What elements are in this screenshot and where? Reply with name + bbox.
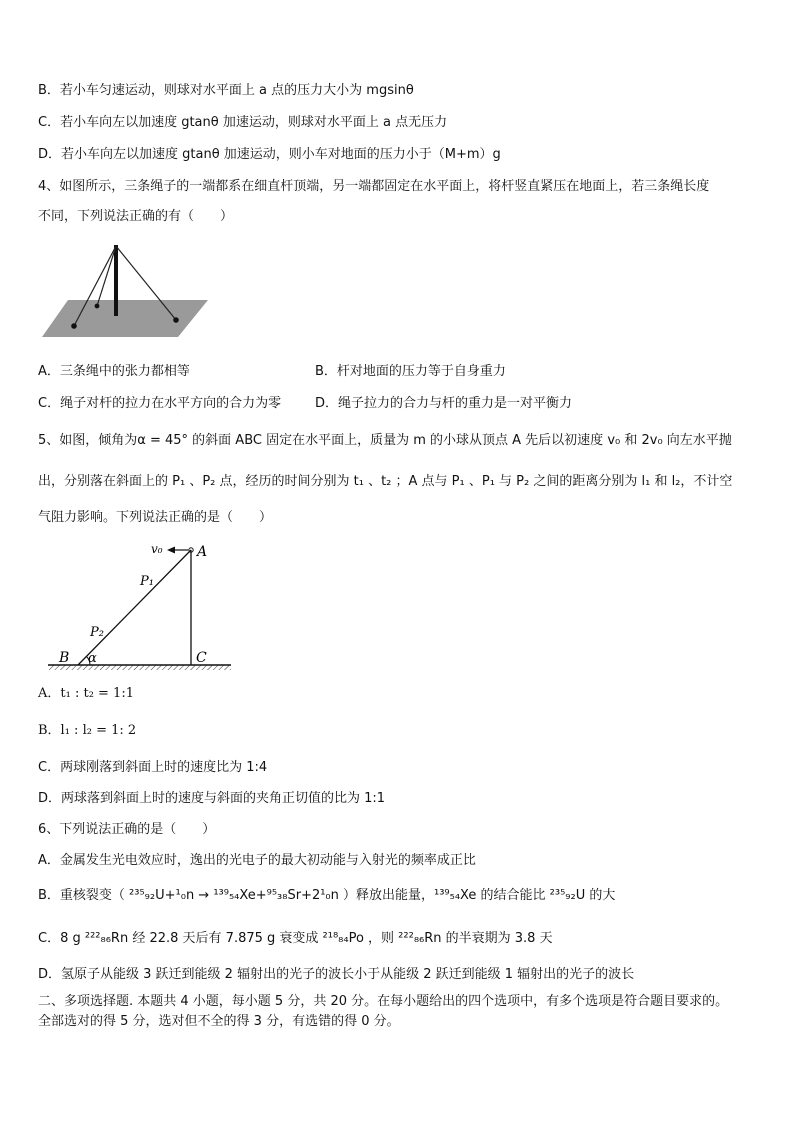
q6-option-a: A．金属发生光电效应时，逸出的光电子的最大初动能与入射光的频率成正比: [38, 853, 476, 868]
anchor-middle: [95, 304, 100, 309]
q4-stem-line-2: 不同，下列说法正确的有（ ）: [38, 209, 234, 224]
ground-plane: [42, 300, 208, 337]
q6-option-b: B．重核裂变（ ²³⁵₉₂U+¹₀n → ¹³⁹₅₄Xe+⁹⁵₃₈Sr+2¹₀n ）释放出能量，¹³⁹₅₄Xe 的结合能比 ²³⁵₉₂U 的大: [38, 888, 616, 903]
q6-option-d: D．氢原子从能级 3 跃迁到能级 2 辐射出的光子的波长小于从能级 2 跃迁到能级 1 辐射出的光子的波长: [38, 967, 635, 982]
q4-option-c: C．绳子对杆的拉力在水平方向的合力为零: [38, 396, 282, 411]
label-p2: P₂: [90, 625, 104, 640]
label-alpha: α: [88, 651, 97, 666]
section-2-intro-line-2: 全部选对的得 5 分，选对但不全的得 3 分，有选错的得 0 分。: [38, 1014, 400, 1029]
q5-option-b: B．l₁ : l₂ = 1: 2: [38, 723, 137, 738]
q5-option-c: C．两球刚落到斜面上时的速度比为 1:4: [38, 760, 268, 775]
label-c: C: [196, 650, 207, 666]
q5-stem-line-3: 气阻力影响。下列说法正确的是（ ）: [38, 510, 273, 525]
anchor-left: [71, 323, 77, 329]
q4-stem-line-1: 4、如图所示，三条绳子的一端都系在细直杆顶端，另一端都固定在水平面上，将杆竖直紧压在地面上，若三条绳长度: [38, 179, 710, 194]
q4-option-b: B．杆对地面的压力等于自身重力: [315, 364, 506, 379]
label-v0: v₀: [151, 542, 163, 556]
label-p1: P₁: [140, 574, 154, 589]
q4-option-d: D．绳子拉力的合力与杆的重力是一对平衡力: [315, 396, 573, 411]
q5-incline-figure: [45, 538, 235, 673]
label-b: B: [59, 650, 70, 666]
section-2-intro-line-1: 二、多项选择题. 本题共 4 小题，每小题 5 分，共 20 分。在每小题给出的四个选项中，有多个选项是符合题目要求的。: [38, 994, 729, 1009]
q3-option-d: D．若小车向左以加速度 gtanθ 加速运动，则小车对地面的压力小于（M+m）g: [38, 147, 501, 162]
q3-option-b: B．若小车匀速运动，则球对水平面上 a 点的压力大小为 mgsinθ: [38, 83, 414, 98]
q5-stem-line-2: 出，分别落在斜面上的 P₁ 、P₂ 点，经历的时间分别为 t₁ 、t₂ ；A 点与 P₁ 、P₁ 与 P₂ 之间的距离分别为 l₁ 和 l₂，不计空: [38, 474, 733, 489]
q6-option-c: C．8 g ²²²₈₆Rn 经 22.8 天后有 7.875 g 衰变成 ²¹⁸₈₄Po ，则 ²²²₈₆Rn 的半衰期为 3.8 天: [38, 931, 553, 946]
q4-option-a: A．三条绳中的张力都相等: [38, 364, 190, 379]
incline-ab: [78, 550, 191, 665]
q6-stem: 6、下列说法正确的是（ ）: [38, 822, 216, 837]
q4-rod-ropes-figure: [38, 240, 208, 340]
q5-stem-line-1: 5、如图，倾角为α = 45° 的斜面 ABC 固定在水平面上，质量为 m 的小球从顶点 A 先后以初速度 v₀ 和 2v₀ 向左水平抛: [38, 433, 732, 448]
velocity-arrowhead: [167, 547, 175, 554]
anchor-right: [173, 317, 179, 323]
label-a: A: [197, 544, 208, 560]
q5-option-d: D．两球落到斜面上时的速度与斜面的夹角正切值的比为 1:1: [38, 791, 386, 806]
q5-option-a: A．t₁ : t₂ = 1:1: [38, 686, 134, 701]
q3-option-c: C．若小车向左以加速度 gtanθ 加速运动，则球对水平面上 a 点无压力: [38, 115, 448, 130]
